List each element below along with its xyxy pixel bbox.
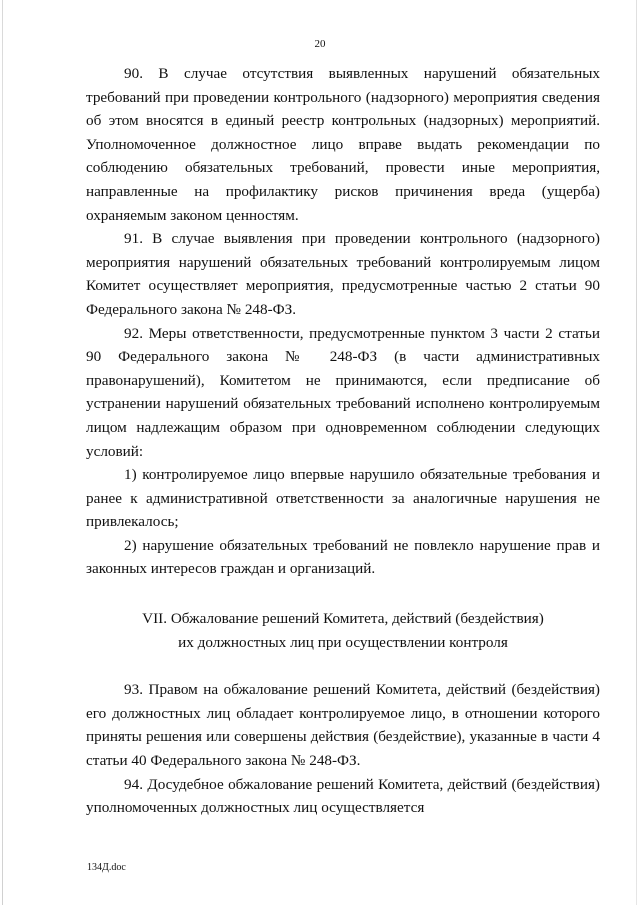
paragraph-90: 90. В случае отсутствия выявленных нарушений обязательных требований при проведении контрольного (надзорного) мероприятия сведения об этом вносятся в единый реестр контрольных (надзорных) мероприятий. Уполномоченное должностное лицо вправе выдать рекомендации по соблюдению обязательных требований, провести иные мероприятия, направленные на профилактику рисков причинения вреда (ущерба) охраняемым законом ценностям. — [86, 65, 600, 224]
condition-item-2: 2) нарушение обязательных требований не повлекло нарушение прав и законных интересов граждан и организаций. — [86, 536, 600, 578]
section-heading — [86, 607, 600, 654]
paragraph-93: 93. Правом на обжалование решений Комитета, действий (бездействия) его должностных лиц обладает контролируемое лицо, в отношении которого приняты решения или совершены действия (бездействие), указанные в части 4 статьи 40 Федерального закона № 248-ФЗ. — [86, 681, 600, 770]
paragraph-94: 94. Досудебное обжалование решений Комитета, действий (бездействия) уполномоченных должностных лиц осуществляется — [86, 775, 600, 817]
scan-edge-left — [2, 0, 3, 905]
footer-filename: 134Д.doc — [87, 862, 126, 873]
section-heading-line-2: их должностных лиц при осуществлении контроля — [178, 633, 508, 651]
condition-item-1: 1) контролируемое лицо впервые нарушило обязательные требования и ранее к административной ответственности за аналогичные нарушения не привлекалось; — [86, 466, 600, 531]
paragraph-91: 91. В случае выявления при проведении контрольного (надзорного) мероприятия нарушений обязательных требований контролируемым лицом Комитет осуществляет мероприятия, предусмотренные частью 2 статьи 90 Федерального закона № 248-ФЗ. — [86, 230, 600, 318]
document-body — [86, 62, 600, 820]
scan-edge-right — [636, 0, 637, 905]
page-number: 20 — [314, 38, 326, 50]
section-heading-line-1: VII. Обжалование решений Комитета, действий (бездействия) — [142, 610, 544, 628]
paragraph-92: 92. Меры ответственности, предусмотренные пунктом 3 части 2 статьи 90 Федерального закона № 248-ФЗ (в части административных правонарушений), Комитетом не принимаются, если предписание об устранении нарушений обязательных требований исполнено контролируемым лицом надлежащим образом при одновременном соблюдении следующих условий: — [86, 324, 600, 460]
